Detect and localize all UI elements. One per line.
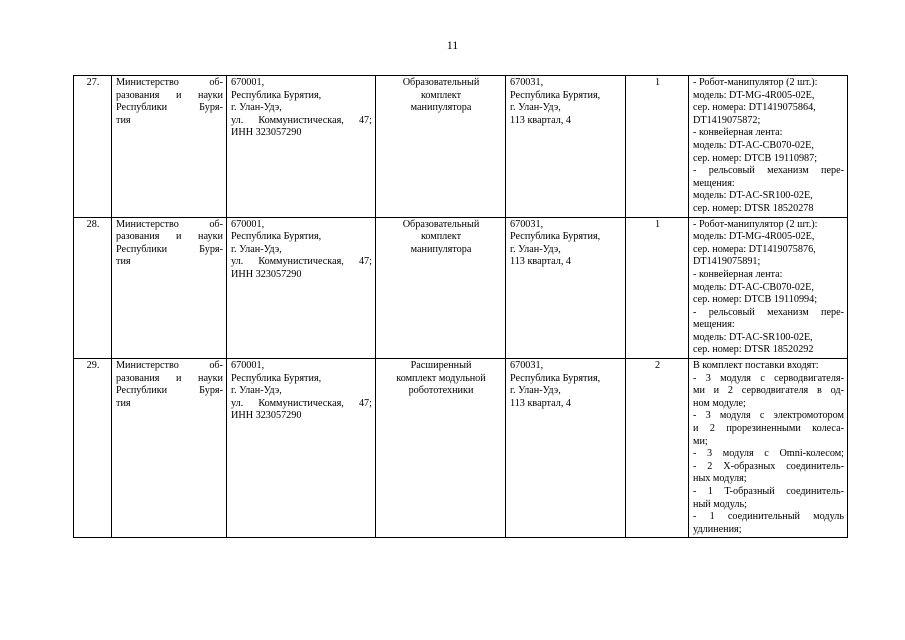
- cell-address: [227, 359, 376, 538]
- cell-line: модель: DT-AC-CB070-02E,: [693, 281, 814, 293]
- cell-organization: [112, 76, 227, 218]
- cell-address: [227, 217, 376, 359]
- cell-line: В комплект поставки входят:: [693, 360, 819, 372]
- cell-line: мещения:: [693, 177, 735, 189]
- cell-line: Республики Буря-: [116, 102, 223, 114]
- cell-line: 670031,: [510, 218, 544, 230]
- cell-line: ИНН 323057290: [231, 410, 302, 422]
- cell-line: Республика Бурятия,: [231, 231, 322, 243]
- cell-line: Расширенный: [410, 360, 472, 372]
- cell-line: - 1 соединительный модуль: [693, 511, 844, 523]
- cell-line: Министерство об-: [116, 77, 223, 88]
- cell-line: - рельсовый механизм пере-: [693, 165, 844, 177]
- table-row: [74, 76, 848, 218]
- cell-line: сер. номера: DT1419075876,: [693, 243, 816, 255]
- cell-line: ул. Коммунистическая, 47;: [231, 114, 372, 126]
- cell-line: комплект: [420, 89, 462, 101]
- cell-line: сер. номер: DTCB 19110994;: [693, 294, 818, 306]
- cell-line: ул. Коммунистическая, 47;: [231, 397, 372, 409]
- page-number: 11: [446, 38, 459, 52]
- cell-number: 29.: [74, 359, 112, 538]
- cell-line: г. Улан-Удэ,: [510, 385, 561, 397]
- cell-organization: [112, 359, 227, 538]
- cell-line: разования и науки: [116, 89, 223, 101]
- cell-description: [689, 76, 848, 218]
- cell-line: тия: [116, 114, 131, 126]
- cell-line: г. Улан-Удэ,: [231, 243, 282, 255]
- cell-line: - рельсовый механизм пере-: [693, 306, 844, 318]
- cell-line: мещения:: [693, 319, 735, 331]
- cell-line: тия: [116, 397, 131, 409]
- cell-line: Министерство об-: [116, 218, 223, 230]
- cell-line: манипулятора: [410, 102, 472, 114]
- cell-line: - конвейерная лента:: [693, 268, 783, 280]
- cell-line: 670001,: [231, 218, 265, 230]
- cell-line: тия: [116, 256, 131, 268]
- cell-description: [689, 359, 848, 538]
- cell-line: и 2 прорезиненными колеса-: [693, 423, 844, 435]
- cell-line: г. Улан-Удэ,: [231, 102, 282, 114]
- cell-line: Министерство об-: [116, 360, 223, 372]
- cell-line: сер. номер: DTSR 18520278: [693, 202, 814, 214]
- cell-line: г. Улан-Удэ,: [510, 243, 561, 255]
- cell-line: ИНН 323057290: [231, 127, 302, 139]
- cell-line: модель: DT-AC-SR100-02E,: [693, 190, 813, 202]
- cell-description: [689, 217, 848, 359]
- cell-line: комплект модульной: [396, 372, 486, 384]
- cell-line: ми и 2 серводвигателя в од-: [693, 385, 844, 397]
- cell-line: ном модуле;: [693, 397, 746, 409]
- cell-line: сер. номер: DTCB 19110987;: [693, 152, 818, 164]
- cell-object-kind: [376, 217, 506, 359]
- cell-line: г. Улан-Удэ,: [510, 102, 561, 114]
- cell-location: [506, 76, 626, 218]
- cell-line: 670001,: [231, 77, 265, 88]
- cell-line: 113 квартал, 4: [510, 256, 572, 268]
- cell-line: - 3 модуля с серводвигателя-: [693, 372, 844, 384]
- cell-line: - Робот-манипулятор (2 шт.):: [693, 77, 818, 88]
- cell-line: - 1 T-образный соединитель-: [693, 486, 844, 497]
- cell-line: модель: DT-MG-4R005-02E,: [693, 231, 815, 243]
- cell-line: - конвейерная лента:: [693, 127, 783, 139]
- cell-line: г. Улан-Удэ,: [231, 385, 282, 397]
- cell-line: ми;: [693, 435, 708, 447]
- cell-line: комплект: [420, 231, 462, 243]
- cell-line: удлинения;: [693, 523, 742, 535]
- cell-number: 27.: [74, 76, 112, 218]
- cell-line: Республика Бурятия,: [510, 89, 601, 101]
- cell-line: манипулятора: [410, 243, 472, 255]
- cell-line: 113 квартал, 4: [510, 397, 572, 409]
- cell-line: Республика Бурятия,: [510, 231, 601, 243]
- cell-location: [506, 217, 626, 359]
- cell-address: [227, 76, 376, 218]
- cell-line: разования и науки: [116, 372, 223, 384]
- cell-line: Республика Бурятия,: [231, 372, 322, 384]
- cell-line: Республики Буря-: [116, 385, 223, 397]
- cell-line: Республика Бурятия,: [231, 89, 322, 101]
- cell-line: робототехники: [408, 385, 474, 397]
- cell-object-kind: [376, 76, 506, 218]
- cell-line: Республики Буря-: [116, 243, 223, 255]
- cell-line: Образовательный: [402, 218, 480, 230]
- cell-line: Республика Бурятия,: [510, 372, 601, 384]
- table-row: [74, 359, 848, 538]
- cell-line: Образовательный: [402, 77, 480, 88]
- cell-quantity: 2: [626, 359, 689, 538]
- cell-line: модель: DT-MG-4R005-02E,: [693, 89, 815, 101]
- cell-line: ных модуля;: [693, 473, 747, 485]
- cell-object-kind: [376, 359, 506, 538]
- cell-quantity: 1: [626, 217, 689, 359]
- cell-line: ул. Коммунистическая, 47;: [231, 256, 372, 268]
- cell-line: разования и науки: [116, 231, 223, 243]
- cell-line: - 2 X-образных соединитель-: [693, 460, 844, 472]
- cell-line: - 3 модуля с Omni-колесом;: [693, 448, 844, 460]
- table-row: [74, 217, 848, 359]
- registry-body: [74, 76, 848, 538]
- registry-table: [73, 75, 848, 538]
- cell-line: 113 квартал, 4: [510, 114, 572, 126]
- cell-line: ный модуль;: [693, 498, 747, 510]
- cell-line: DT1419075891;: [693, 256, 761, 268]
- cell-line: DT1419075872;: [693, 114, 761, 126]
- cell-line: модель: DT-AC-SR100-02E,: [693, 331, 813, 343]
- cell-line: 670031,: [510, 77, 544, 88]
- cell-line: сер. номер: DTSR 18520292: [693, 344, 814, 356]
- cell-line: ИНН 323057290: [231, 268, 302, 280]
- cell-line: - Робот-манипулятор (2 шт.):: [693, 218, 818, 230]
- cell-organization: [112, 217, 227, 359]
- cell-line: 670031,: [510, 360, 544, 372]
- cell-number: 28.: [74, 217, 112, 359]
- cell-location: [506, 359, 626, 538]
- cell-line: 670001,: [231, 360, 265, 372]
- cell-quantity: 1: [626, 76, 689, 218]
- cell-line: - 3 модуля с электромотором: [693, 410, 844, 422]
- cell-line: сер. номера: DT1419075864,: [693, 102, 816, 114]
- cell-line: модель: DT-AC-CB070-02E,: [693, 139, 814, 151]
